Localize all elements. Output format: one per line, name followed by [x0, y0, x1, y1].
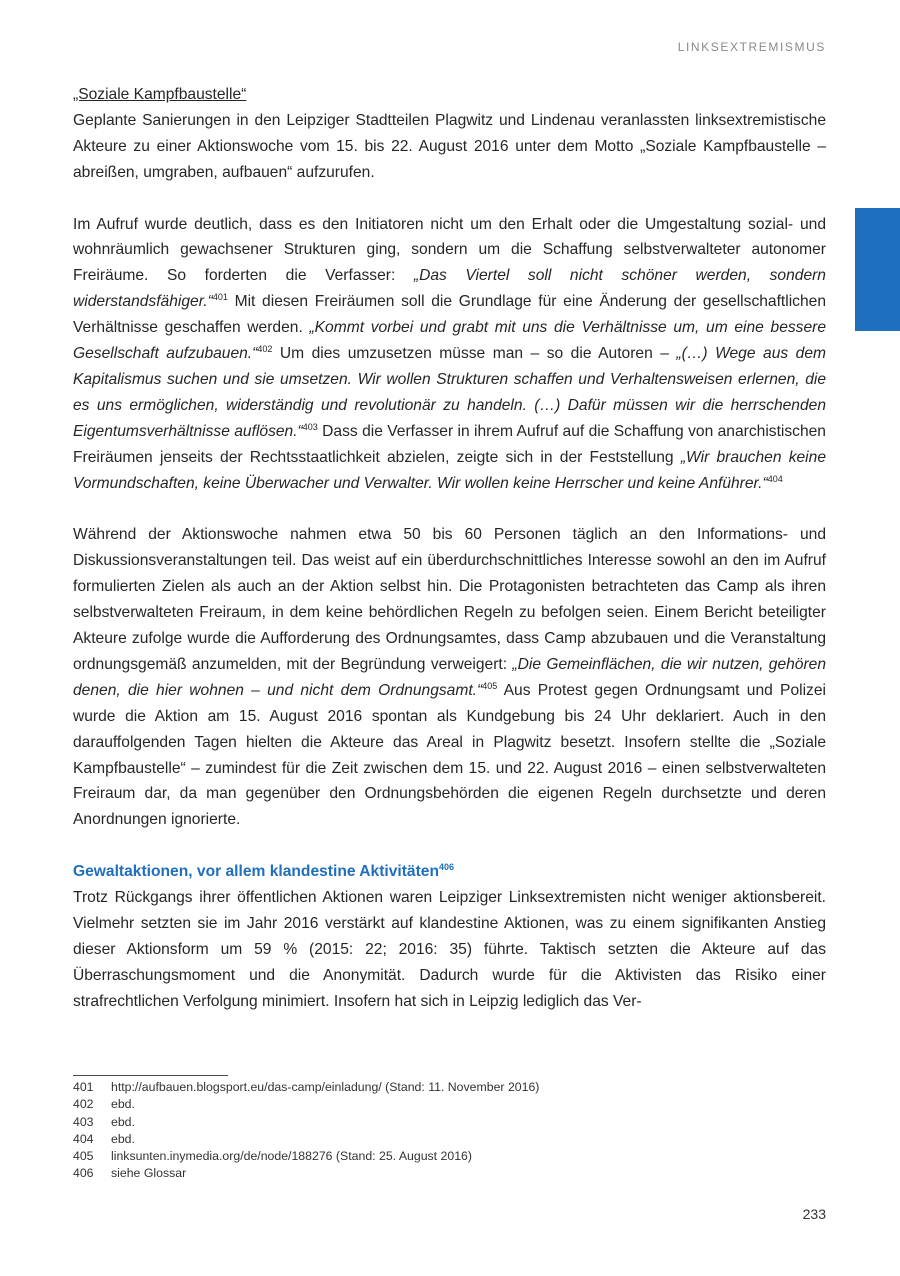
section-title-text: „Soziale Kampfbaustelle“ [73, 86, 247, 103]
footnote-ref-406: 406 [439, 862, 455, 873]
footnote-item [73, 1079, 833, 1096]
p2-quote-4: „Wir brauchen keine Vormundschaften, keine Überwacher und Verwalter. Wir wollen keine Herrscher und keine Anführer.“ [73, 448, 826, 492]
p2-text-2: Mit diesen Freiräumen soll die Grundlage für eine Änderung der gesellschaftlichen Verhältnisse geschaffen werden. [73, 293, 826, 337]
footnote-item [73, 1148, 833, 1165]
paragraph-1: Geplante Sanierungen in den Leipziger Stadtteilen Plagwitz und Lindenau veranlassten linksextremistische Akteure zu einer Aktionswoche vom 15. bis 22. August 2016 unter dem Motto „Soziale Kampfbaustelle – abreißen, umgraben, aufbauen“ aufzurufen. [73, 111, 826, 181]
paragraph-4: Trotz Rückgangs ihrer öffentlichen Aktionen waren Leipziger Linksextremisten nicht weniger aktionsbereit. Vielmehr setzten sie im Jahr 2016 verstärkt auf klandestine Aktionen, was zu einem signifikanten Anstieg dieser Aktionsform um 59 % (2015: 22; 2016: 35) führte. Taktisch setzten die Akteure auf das Überraschungsmoment und die Anonymität. Dadurch wurde für die Aktivisten das Risiko einer strafrechtlichen Verfolgung minimiert. Insofern hat sich in Leipzig lediglich das Ver- [73, 889, 826, 1010]
section-heading-text: Gewaltaktionen, vor allem klandestine Aktivitäten [73, 863, 439, 881]
page-number: 233 [802, 1206, 826, 1222]
footnote-text: ebd. [111, 1097, 135, 1112]
footnote-ref-401: 401 [212, 292, 228, 303]
p2-quote-2: „Kommt vorbei und grabt mit uns die Verhältnisse um, um eine bessere Gesellschaft aufzubauen.“ [73, 319, 827, 363]
footnote-number: 403 [73, 1114, 94, 1129]
p3-text-1: Während der Aktionswoche nahmen etwa 50 bis 60 Personen täglich an den Informations- und Diskussionsveranstaltungen teil. Das weist auf ein überdurchschnittliches Interesse sowohl an den im Aufruf formulierten Zielen als auch an der Aktion selbst hin. Die Protagonisten betrachteten das Camp als ihren selbstverwalteten Freiraum, in dem keine behördlichen Regeln zu befolgen seien. Einem Bericht beteiligter Akteure zufolge wurde die Aufforderung des Ordnungsamtes, dass Camp abzubauen und die Veranstaltung ordnungsgemäß anzumelden, mit der Begründung verweigert: [73, 526, 826, 673]
paragraph-3 [73, 522, 826, 833]
footnote-text: http://aufbauen.blogsport.eu/das-camp/einladung/ (Stand: 11. November 2016) [111, 1080, 540, 1094]
main-text [73, 82, 826, 1015]
footnote-item [73, 1131, 833, 1148]
p3-text-2: Aus Protest gegen Ordnungsamt und Polizei wurde die Aktion am 15. August 2016 spontan als Kundgebung bis 24 Uhr deklariert. Auch in den darauffolgenden Tagen hielten die Akteure das Areal in Plagwitz besetzt. Insofern stellte die „Soziale Kampfbaustelle“ – zumindest für die Zeit zwischen dem 15. und 22. August 2016 – einen selbstverwalteten Freiraum dar, da man gegenüber den Ordnungsbehörden die eigenen Regeln durchsetzte und deren Anordnungen ignorierte. [73, 681, 826, 829]
p2-text-1: Im Aufruf wurde deutlich, dass es den Initiatoren nicht um den Erhalt oder die Umgestaltung sozial- und wohnräumlich gewachsener Strukturen ging, sondern um die Schaffung selbstverwalteter autonomer Freiräume. So forderten die Verfasser: [73, 215, 826, 285]
footnote-text: linksunten.inymedia.org/de/node/188276 (Stand: 25. August 2016) [111, 1149, 472, 1164]
footnote-number: 404 [73, 1131, 94, 1146]
footnote-text: ebd. [111, 1114, 135, 1129]
footnote-number: 401 [73, 1080, 94, 1094]
section-heading [73, 859, 826, 885]
footnote-divider [73, 1075, 228, 1076]
footnote-ref-404: 404 [767, 473, 783, 484]
footnote-item [73, 1114, 833, 1131]
footnote-item [73, 1165, 833, 1182]
p2-quote-3: „(…) Wege aus dem Kapitalismus suchen und sie umsetzen. Wir wollen Strukturen schaffen und Verhaltensweisen erlernen, die es uns ermöglichen, widerständig und revolutionär zu handeln. (…) Dafür müssen wir die herrschenden Eigentumsverhältnisse auflösen.“ [73, 345, 826, 440]
footnote-number: 405 [73, 1149, 94, 1164]
footnote-text: siehe Glossar [111, 1166, 187, 1181]
footnote-ref-405: 405 [482, 680, 498, 691]
footnote-number: 406 [73, 1166, 94, 1181]
chapter-tab-marker [855, 208, 900, 331]
footnote-ref-403: 403 [302, 421, 318, 432]
footnotes [73, 1079, 833, 1183]
footnote-text: ebd. [111, 1131, 135, 1146]
footnote-item [73, 1096, 833, 1113]
running-header: LINKSEXTREMISMUS [677, 40, 826, 54]
p2-quote-1: „Das Viertel soll nicht schöner werden, sondern widerstandsfähiger.“ [73, 267, 826, 311]
footnote-number: 402 [73, 1097, 94, 1112]
p3-quote-1: „Die Gemeinflächen, die wir nutzen, gehören denen, die hier wohnen – und nicht dem Ordnungsamt.“ [73, 655, 827, 699]
paragraph-2 [73, 212, 826, 497]
footnote-ref-402: 402 [257, 344, 273, 355]
p2-text-3: Um dies umzusetzen müsse man – so die Autoren – [272, 345, 677, 363]
section-title [73, 82, 826, 108]
p2-text-4: Dass die Verfasser in ihrem Aufruf auf die Schaffung von anarchistischen Freiräumen jenseits der Rechtsstaatlichkeit abzielen, zeigte sich in der Feststellung [73, 422, 826, 466]
